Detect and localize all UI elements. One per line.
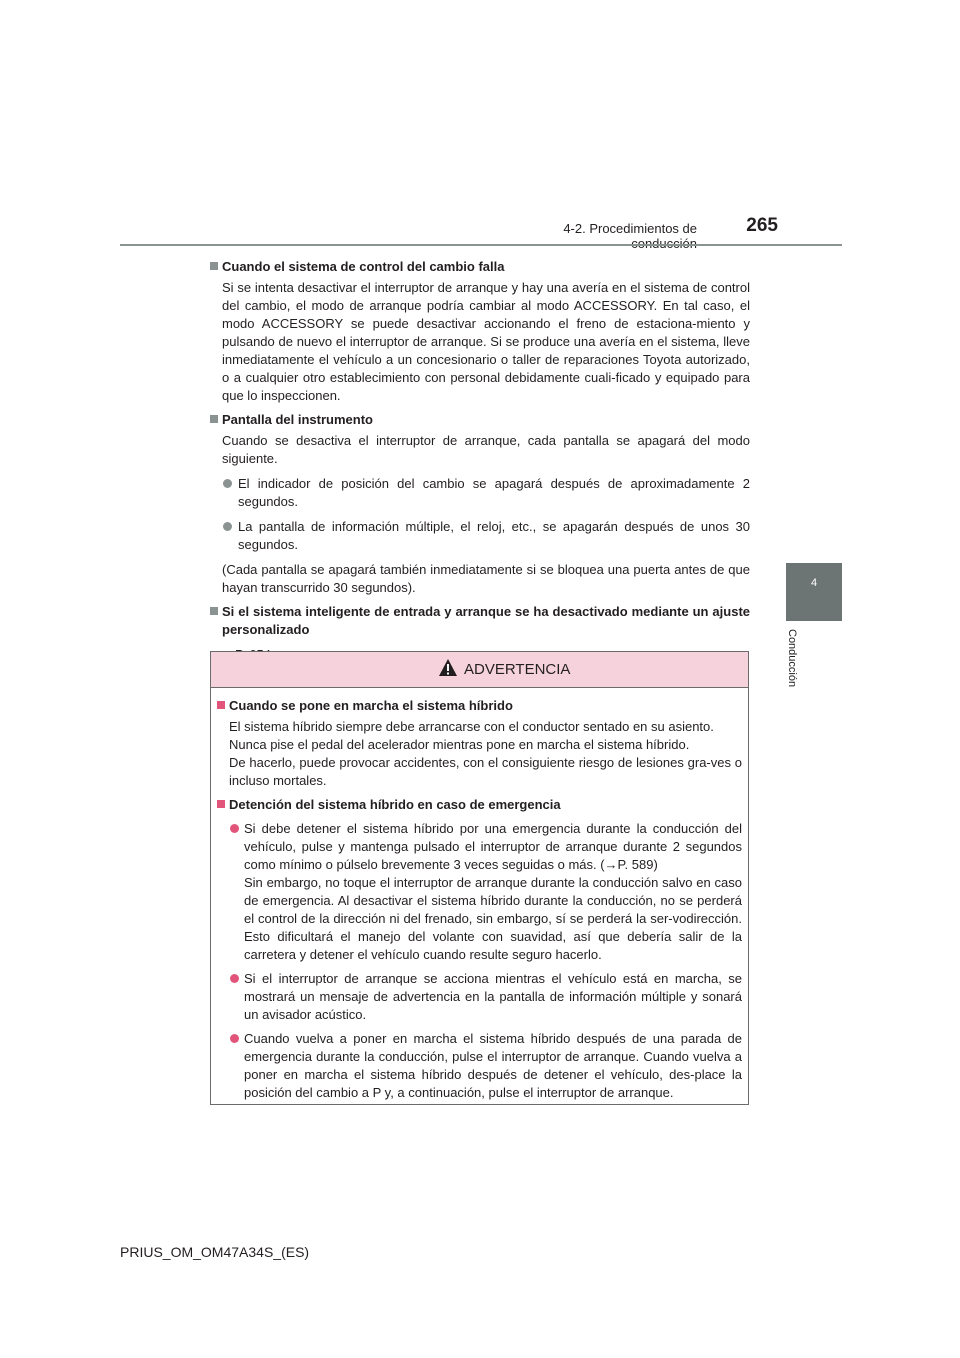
- list-item: [210, 475, 750, 511]
- heading-text: Cuando el sistema de control del cambio falla: [222, 259, 505, 274]
- chapter-number: 4: [810, 577, 818, 589]
- heading-text: Si el sistema inteligente de entrada y arranque se ha desactivado mediante un ajuste personalizado: [222, 604, 750, 637]
- main-content: [210, 258, 750, 664]
- chapter-label-container: [786, 629, 806, 695]
- header-divider: [120, 244, 842, 246]
- text-line: Sin embargo, no toque el interruptor de arranque durante la conducción salvo en caso de emergencia. Al desactivar el sistema híbrido durante la conducción, no se perderá el control de la dirección ni del frenado, sin embargo, sí se perderá la ser-vodirección. Esto dificultará el manejo del volante con suavidad, así que debería salir de la carretera y detener el vehículo cuando resulte seguro hacerlo.: [244, 875, 742, 962]
- warning-list-item: [217, 970, 742, 1024]
- heading-text: Detención del sistema híbrido en caso de emergencia: [229, 797, 561, 812]
- text-line: Cuando vuelva a poner en marcha el sistema híbrido después de una parada de emergencia durante la conducción, pulse el interruptor de arranque. Cuando vuelva a poner en marcha el sistema híbrido después de detener el vehículo, des-place la posición del cambio a P y, a continuación, pulse el interruptor de arranque.: [244, 1031, 742, 1100]
- circle-bullet-icon: [223, 522, 232, 531]
- paragraph: Si se intenta desactivar el interruptor de arranque y hay una avería en el sistema de control del cambio, el modo de arranque podría cambiar al modo ACCESSORY. En tal caso, el modo ACCESSORY se puede desactivar accionando el freno de estaciona-miento y pulsando de nuevo el interruptor de arranque. Si se produce una avería en el sistema, lleve inmediatamente el vehículo a un concesionario o taller de reparaciones Toyota autorizado, o a cualquier otro establecimiento con personal debidamente cuali-ficado y equipado para que lo inspeccionen.: [222, 280, 750, 403]
- warning-list-item: [217, 820, 742, 964]
- list-item-text: El indicador de posición del cambio se apagará después de aproximadamente 2 segundos.: [238, 476, 750, 509]
- document-id: PRIUS_OM_OM47A34S_(ES): [120, 1244, 310, 1260]
- square-bullet-icon: [210, 607, 218, 615]
- warning-list-item: [217, 1030, 742, 1102]
- list-item: [210, 518, 750, 554]
- chapter-label: Conducción: [786, 629, 798, 688]
- circle-bullet-icon: [230, 824, 239, 833]
- chapter-tab: [786, 563, 842, 621]
- warning-triangle-icon: [438, 658, 458, 677]
- section-heading: [210, 411, 750, 429]
- text-line: El sistema híbrido siempre debe arrancarse con el conductor sentado en su asiento.: [229, 719, 714, 734]
- warning-title: ADVERTENCIA: [464, 661, 571, 678]
- warning-box: [210, 651, 749, 1105]
- warning-heading: [217, 697, 742, 715]
- section-title: 4-2. Procedimientos de: [563, 221, 697, 236]
- paragraph: Cuando se desactiva el interruptor de arranque, cada pantalla se apagará del modo siguiente.: [222, 433, 750, 466]
- circle-bullet-icon: [230, 974, 239, 983]
- square-bullet-icon: [217, 800, 225, 808]
- warning-paragraph: [217, 718, 742, 790]
- text-line: Si el interruptor de arranque se acciona mientras el vehículo está en marcha, se mostrará un mensaje de advertencia en la pantalla de información múltiple y sonará un avisador acústico.: [244, 971, 742, 1022]
- circle-bullet-icon: [230, 1034, 239, 1043]
- heading-text: Pantalla del instrumento: [222, 412, 373, 427]
- square-bullet-icon: [217, 701, 225, 709]
- list-item-text: La pantalla de información múltiple, el reloj, etc., se apagarán después de unos 30 segundos.: [238, 519, 750, 552]
- heading-text: Cuando se pone en marcha el sistema híbrido: [229, 698, 513, 713]
- text-line: Si debe detener el sistema híbrido por una emergencia durante la conducción del vehículo, pulse y mantenga pulsado el interruptor de arranque durante 2 segundos como mínimo o púlselo brevemente 3 veces seguidas o más. (→P. 589): [244, 821, 742, 872]
- section-heading: [210, 258, 750, 276]
- page-number: 265: [746, 215, 778, 236]
- square-bullet-icon: [210, 262, 218, 270]
- warning-body: [211, 688, 748, 1102]
- note-paragraph: (Cada pantalla se apagará también inmediatamente si se bloquea una puerta antes de que hayan transcurrido 30 segundos).: [222, 562, 750, 595]
- text-line: Nunca pise el pedal del acelerador mientras pone en marcha el sistema híbrido.: [229, 737, 690, 752]
- section-heading: [210, 603, 750, 639]
- warning-heading: [217, 796, 742, 814]
- warning-header: [211, 652, 748, 688]
- text-line: De hacerlo, puede provocar accidentes, con el consiguiente riesgo de lesiones gra-ves o incluso mortales.: [229, 755, 742, 788]
- circle-bullet-icon: [223, 479, 232, 488]
- square-bullet-icon: [210, 415, 218, 423]
